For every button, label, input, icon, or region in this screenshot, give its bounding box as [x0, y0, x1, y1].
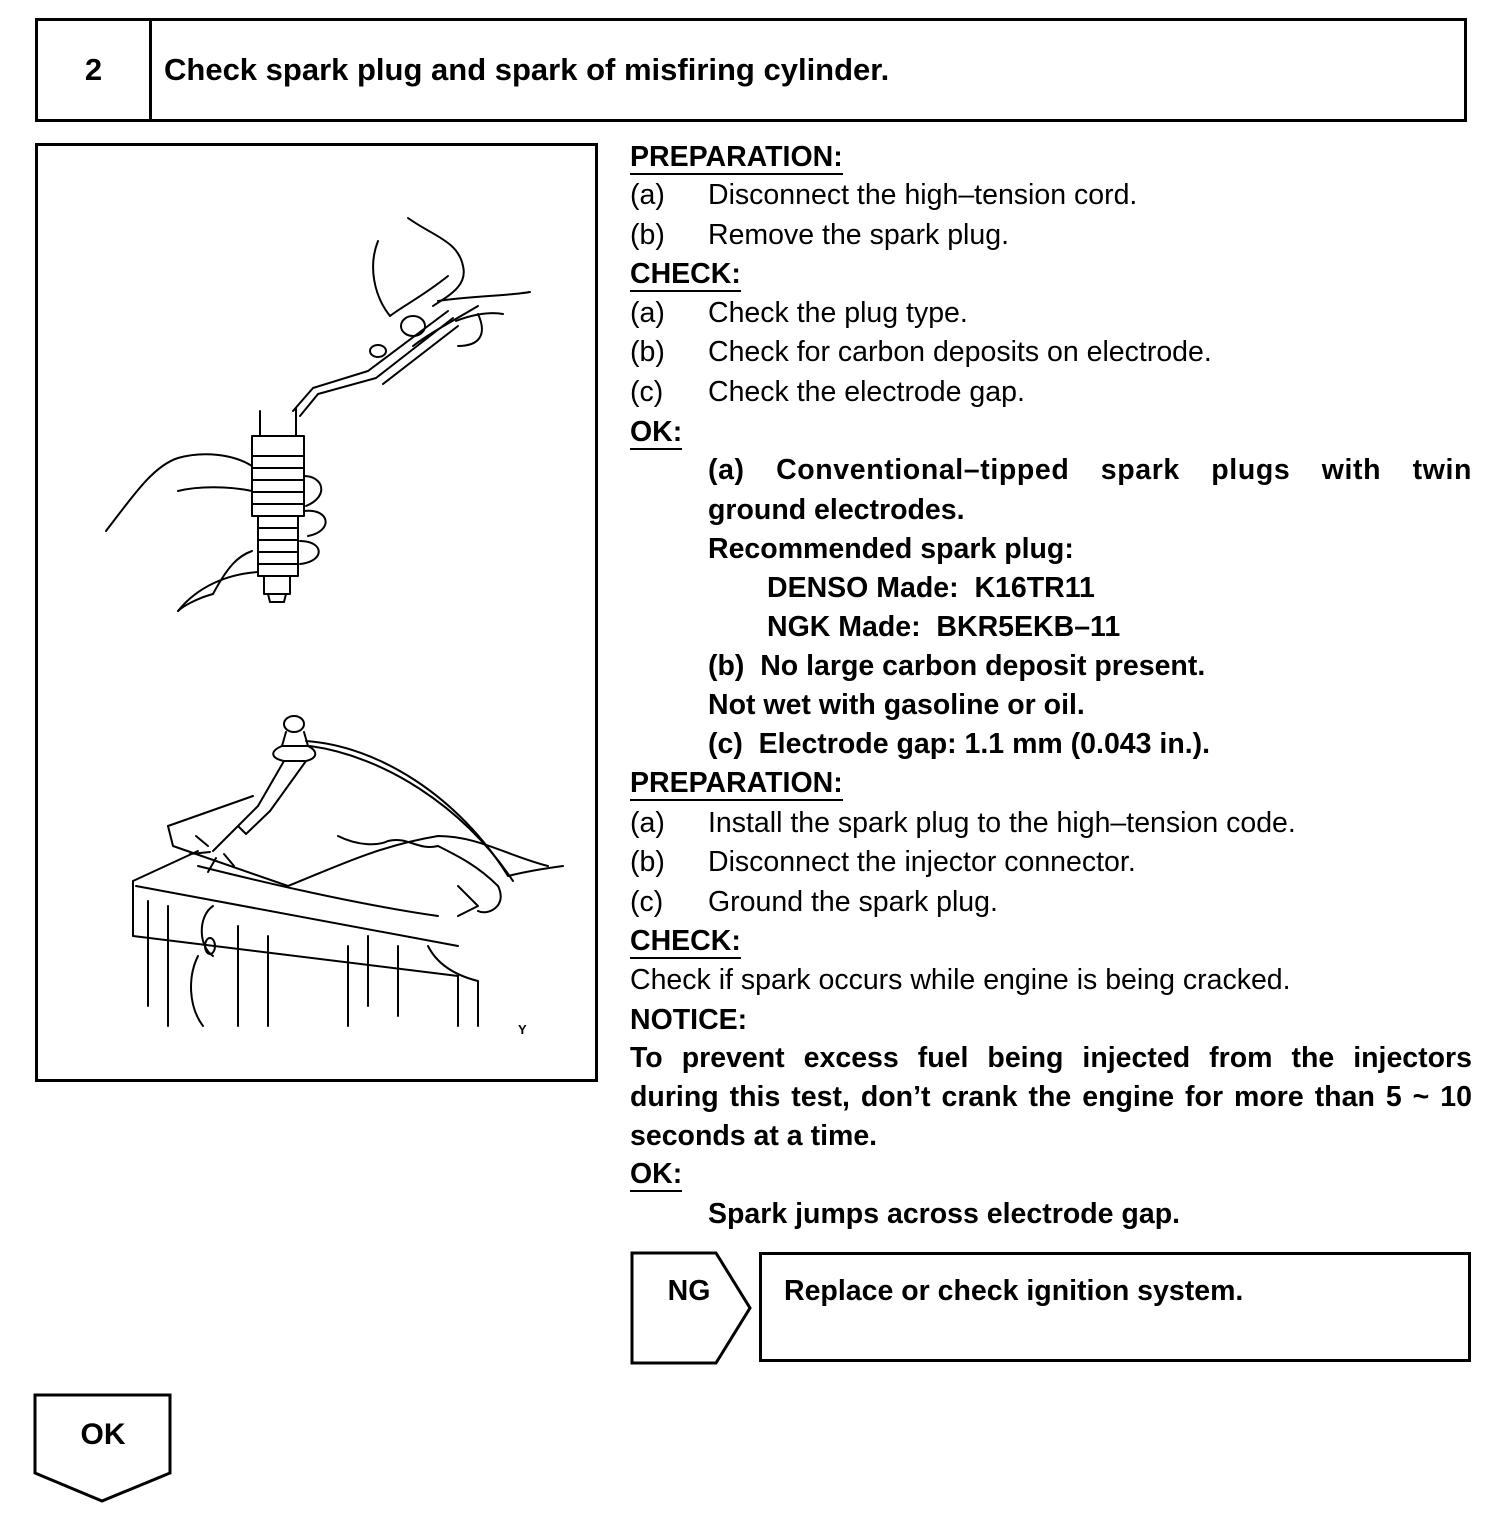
- ok-spec-b: (b) No large carbon deposit present.: [708, 650, 1206, 682]
- step-divider: [149, 21, 152, 119]
- illustration-frame: [35, 143, 598, 1082]
- step-label: (b): [630, 846, 665, 878]
- step-header: [35, 18, 1467, 122]
- check-heading: CHECK:: [630, 258, 741, 290]
- step-text: Check the plug type.: [708, 297, 968, 329]
- preparation-heading: PREPARATION:: [630, 141, 843, 173]
- ok-heading: OK:: [630, 1158, 683, 1190]
- step-label: (a): [630, 807, 665, 839]
- recommended-plug-label: Recommended spark plug:: [708, 533, 1074, 565]
- check-text: Check if spark occurs while engine is being cracked.: [630, 964, 1291, 996]
- step-label: (c): [630, 376, 664, 408]
- spark-plug-gauge-drawing: [106, 218, 530, 611]
- preparation-heading: PREPARATION:: [630, 767, 843, 799]
- ok-result-text: Spark jumps across electrode gap.: [708, 1198, 1181, 1230]
- check-heading: CHECK:: [630, 925, 741, 957]
- notice-heading: NOTICE:: [630, 1004, 748, 1036]
- step-text: Ground the spark plug.: [708, 886, 998, 918]
- ok-spec-b-cont: Not wet with gasoline or oil.: [708, 689, 1085, 721]
- illustration-code: Y: [518, 1022, 527, 1037]
- ng-label: NG: [667, 1275, 711, 1307]
- ok-heading: OK:: [630, 416, 683, 448]
- ok-spec-a-cont: ground electrodes.: [708, 494, 965, 526]
- step-title: Check spark plug and spark of misfiring cylinder.: [164, 52, 890, 87]
- step-label: (a): [630, 297, 665, 329]
- step-text: Disconnect the injector connector.: [708, 846, 1136, 878]
- ng-action-text: Replace or check ignition system.: [784, 1275, 1244, 1307]
- ok-label: OK: [80, 1418, 126, 1451]
- step-label: (b): [630, 219, 665, 251]
- engine-spark-test-drawing: [133, 716, 563, 1026]
- step-number: 2: [84, 52, 103, 87]
- ng-arrow-box: [630, 1251, 754, 1365]
- step-text: Remove the spark plug.: [708, 219, 1009, 251]
- step-label: (c): [630, 886, 664, 918]
- step-label: (a): [630, 179, 665, 211]
- step-label: (b): [630, 336, 665, 368]
- step-text: Check for carbon deposits on electrode.: [708, 336, 1212, 368]
- denso-plug: DENSO Made: K16TR11: [767, 572, 1095, 604]
- step-text: Check the electrode gap.: [708, 376, 1025, 408]
- notice-text: To prevent excess fuel being injected from the injectors during this test, don’t crank the engine for more than 5 ~ 10 seconds at a time.: [630, 1042, 1472, 1152]
- ok-spec-c: (c) Electrode gap: 1.1 mm (0.043 in.).: [708, 728, 1211, 760]
- ngk-plug: NGK Made: BKR5EKB–11: [767, 611, 1121, 643]
- step-text: Install the spark plug to the high–tension code.: [708, 807, 1296, 839]
- ok-spec-a: (a) Conventional–tipped spark plugs with twin: [708, 454, 1472, 486]
- step-text: Disconnect the high–tension cord.: [708, 179, 1138, 211]
- spark-plug-illustration: [38, 146, 595, 1079]
